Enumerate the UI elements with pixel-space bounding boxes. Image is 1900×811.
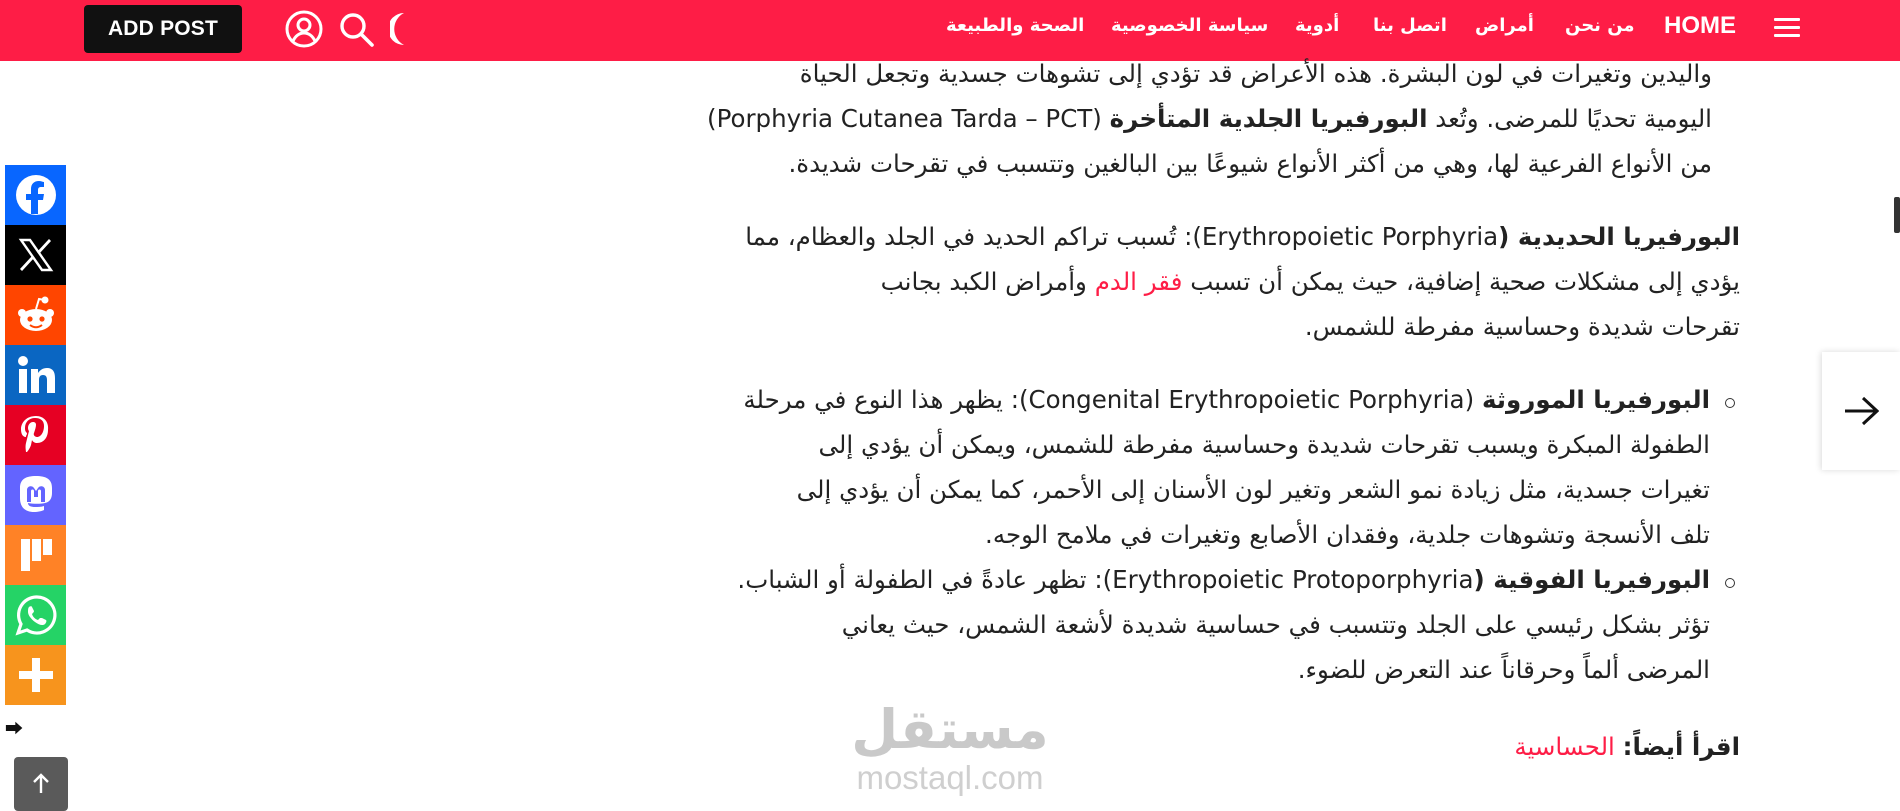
search-icon[interactable] [336,9,376,49]
share-toggle-icon[interactable]: ⮕ [5,719,23,740]
pinterest-icon[interactable] [5,405,66,465]
dark-mode-icon[interactable] [387,9,427,49]
scrollbar-thumb[interactable] [1894,197,1900,233]
mastodon-icon[interactable] [5,465,66,525]
paragraph-line: واليدين وتغيرات في لون البشرة. هذه الأعراض قد تؤدي إلى تشوهات جسدية وتجعل الحياة [799,59,1712,88]
list-item-line: المرضى ألماً وحرقاناً عند التعرض للضوء. [1297,655,1710,684]
facebook-icon[interactable] [5,165,66,225]
list-item-line: البورفيريا الفوقية (Erythropoietic Protoporphyria): تظهر عادةً في الطفولة أو الشباب. [737,565,1710,594]
nav-contact[interactable]: اتصل بنا [1373,15,1447,36]
nav-diseases[interactable]: أمراض [1475,15,1534,36]
back-to-top-button[interactable] [14,757,68,811]
share-bar [5,165,66,705]
paragraph-line: تقرحات شديدة وحساسية مفرطة للشمس. [1304,312,1740,341]
read-also-link[interactable]: الحساسية [1514,732,1615,761]
arrow-right-icon [1843,396,1879,426]
arrow-up-icon [31,773,51,795]
nav-health-nature[interactable]: الصحة والطبيعة [946,15,1085,36]
linkedin-icon[interactable] [5,345,66,405]
next-post-button[interactable] [1822,352,1900,470]
anemia-link[interactable]: فقر الدم [1094,267,1183,296]
reddit-icon[interactable] [5,285,66,345]
list-item-line: البورفيريا الموروثة (Congenital Erythropoietic Porphyria): يظهر هذا النوع في مرحلة [743,385,1710,414]
more-icon[interactable] [5,645,66,705]
whatsapp-icon[interactable] [5,585,66,645]
paragraph-line: اليومية تحديًا للمرضى. وتُعد البورفيريا الجلدية المتأخرة (Porphyria Cutanea Tarda – PCT) [707,104,1712,133]
nav-medicines[interactable]: أدوية [1295,15,1340,36]
list-bullet [1725,578,1735,588]
nav-about[interactable]: من نحن [1565,15,1635,36]
list-bullet [1725,398,1735,408]
add-post-button[interactable]: ADD POST [84,5,242,53]
paragraph-line: البورفيريا الحديدية (Erythropoietic Porphyria): تُسبب تراكم الحديد في الجلد والعظام، مما [745,222,1740,251]
paragraph-line: يؤدي إلى مشكلات صحية إضافية، حيث يمكن أن تسبب فقر الدم وأمراض الكبد بجانب [880,267,1740,296]
nav-home[interactable]: HOME [1664,12,1736,39]
list-item-line: تغيرات جسدية، مثل زيادة نمو الشعر وتغير لون الأسنان إلى الأحمر، كما يمكن أن يؤدي إلى [796,475,1710,504]
paragraph-line: من الأنواع الفرعية لها، وهي من أكثر الأنواع شيوعًا بين البالغين وتتسبب في تقرحات شديدة. [788,149,1712,178]
x-icon[interactable] [5,225,66,285]
user-icon[interactable] [284,9,324,49]
list-item-line: تلف الأنسجة وتشوهات جلدية، وفقدان الأصابع وتغيرات في ملامح الوجه. [985,520,1710,549]
mix-icon[interactable] [5,525,66,585]
menu-icon[interactable] [1774,18,1800,40]
nav-privacy[interactable]: سياسة الخصوصية [1111,15,1269,36]
watermark: مستقل mostaql.com [851,698,1049,796]
list-item-line: تؤثر بشكل رئيسي على الجلد وتتسبب في حساسية شديدة لأشعة الشمس، حيث يعاني [841,610,1710,639]
read-also: اقرأ أيضاً: الحساسية [1514,732,1740,761]
list-item-line: الطفولة المبكرة ويسبب تقرحات شديدة وحساسية مفرطة للشمس، ويمكن أن يؤدي إلى [818,430,1710,459]
